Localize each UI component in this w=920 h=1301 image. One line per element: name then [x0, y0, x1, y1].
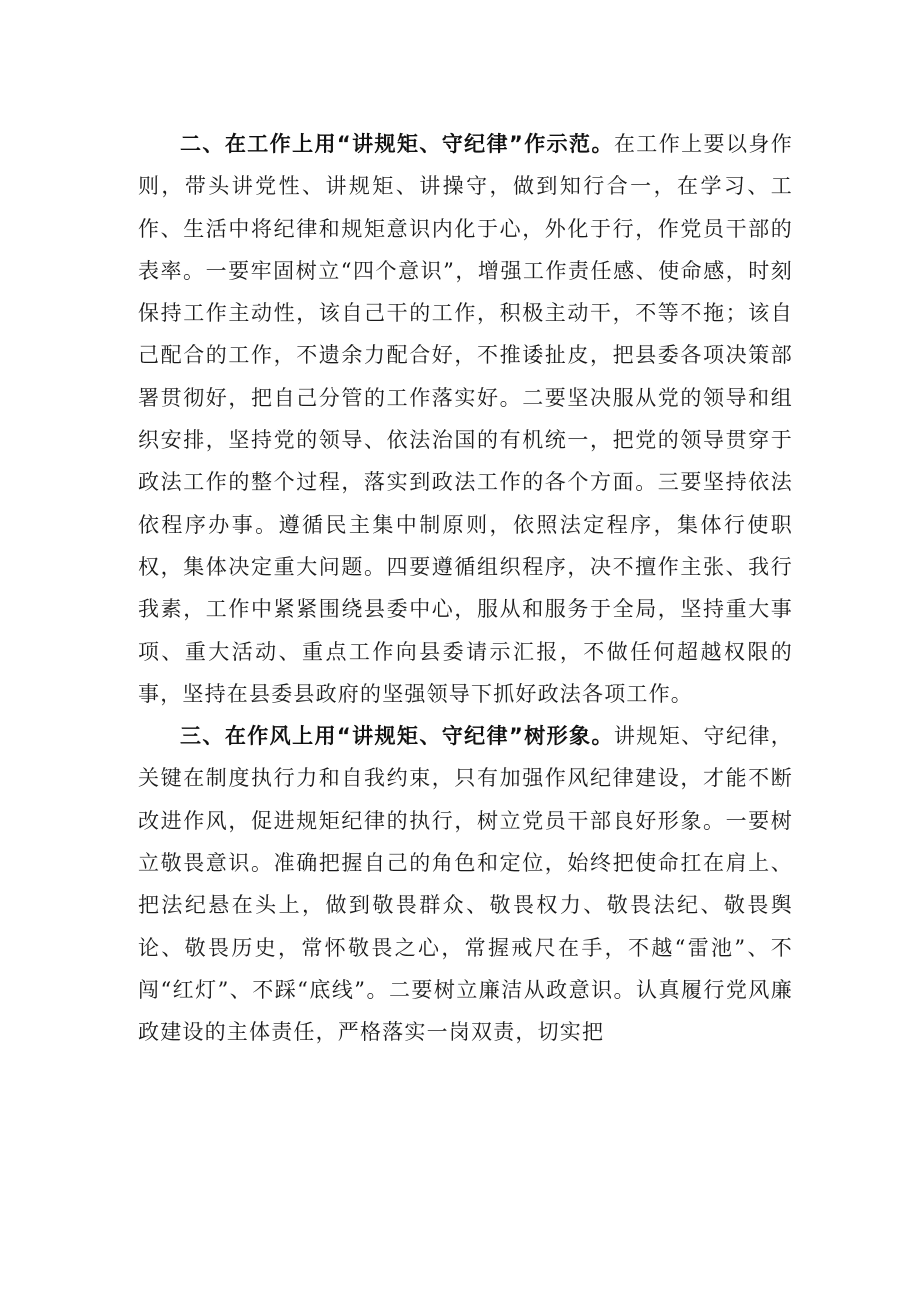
paragraph-text: 在工作上要以身作则，带头讲党性、讲规矩、讲操守，做到知行合一，在学习、工作、生活中将纪律和规矩意识内化于心，外化于行，作党员干部的表率。一要牢固树立“四个意识”，增强工作责任感、使命感，时刻保持工作主动性，该自己干的工作，积极主动干，不等不拖；该自己配合的工作，不遗余力配合好，不推诿扯皮，把县委各项决策部署贯彻好，把自己分管的工作落实好。二要坚决服从党的领导和组织安排，坚持党的领导、依法治国的有机统一，把党的领导贯穿于政法工作的整个过程，落实到政法工作的各个方面。三要坚持依法依程序办事。遵循民主集中制原则，依照法定程序，集体行使职权，集体决定重大问题。四要遵循组织程序，决不擅作主张、我行我素，工作中紧紧围绕县委中心，服从和服务于全局，坚持重大事项、重大活动、重点工作向县委请示汇报，不做任何超越权限的事，坚持在县委县政府的坚强领导下抓好政法各项工作。: [138, 132, 793, 706]
paragraph-style-image: [138, 715, 793, 1053]
document-body: [138, 123, 793, 1054]
paragraph-work-demonstration: [138, 123, 793, 715]
paragraph-heading: 三、在作风上用“讲规矩、守纪律”树形象。: [180, 724, 614, 749]
paragraph-text: 讲规矩、守纪律，关键在制度执行力和自我约束，只有加强作风纪律建设，才能不断改进作风，促进规矩纪律的执行，树立党员干部良好形象。一要树立敬畏意识。准确把握自己的角色和定位，始终把使命扛在肩上、把法纪悬在头上，做到敬畏群众、敬畏权力、敬畏法纪、敬畏舆论、敬畏历史，常怀敬畏之心，常握戒尺在手，不越“雷池”、不闯“红灯”、不踩“底线”。二要树立廉洁从政意识。认真履行党风廉政建设的主体责任，严格落实一岗双责，切实把: [138, 724, 793, 1045]
paragraph-heading: 二、在工作上用“讲规矩、守纪律”作示范。: [180, 132, 614, 156]
